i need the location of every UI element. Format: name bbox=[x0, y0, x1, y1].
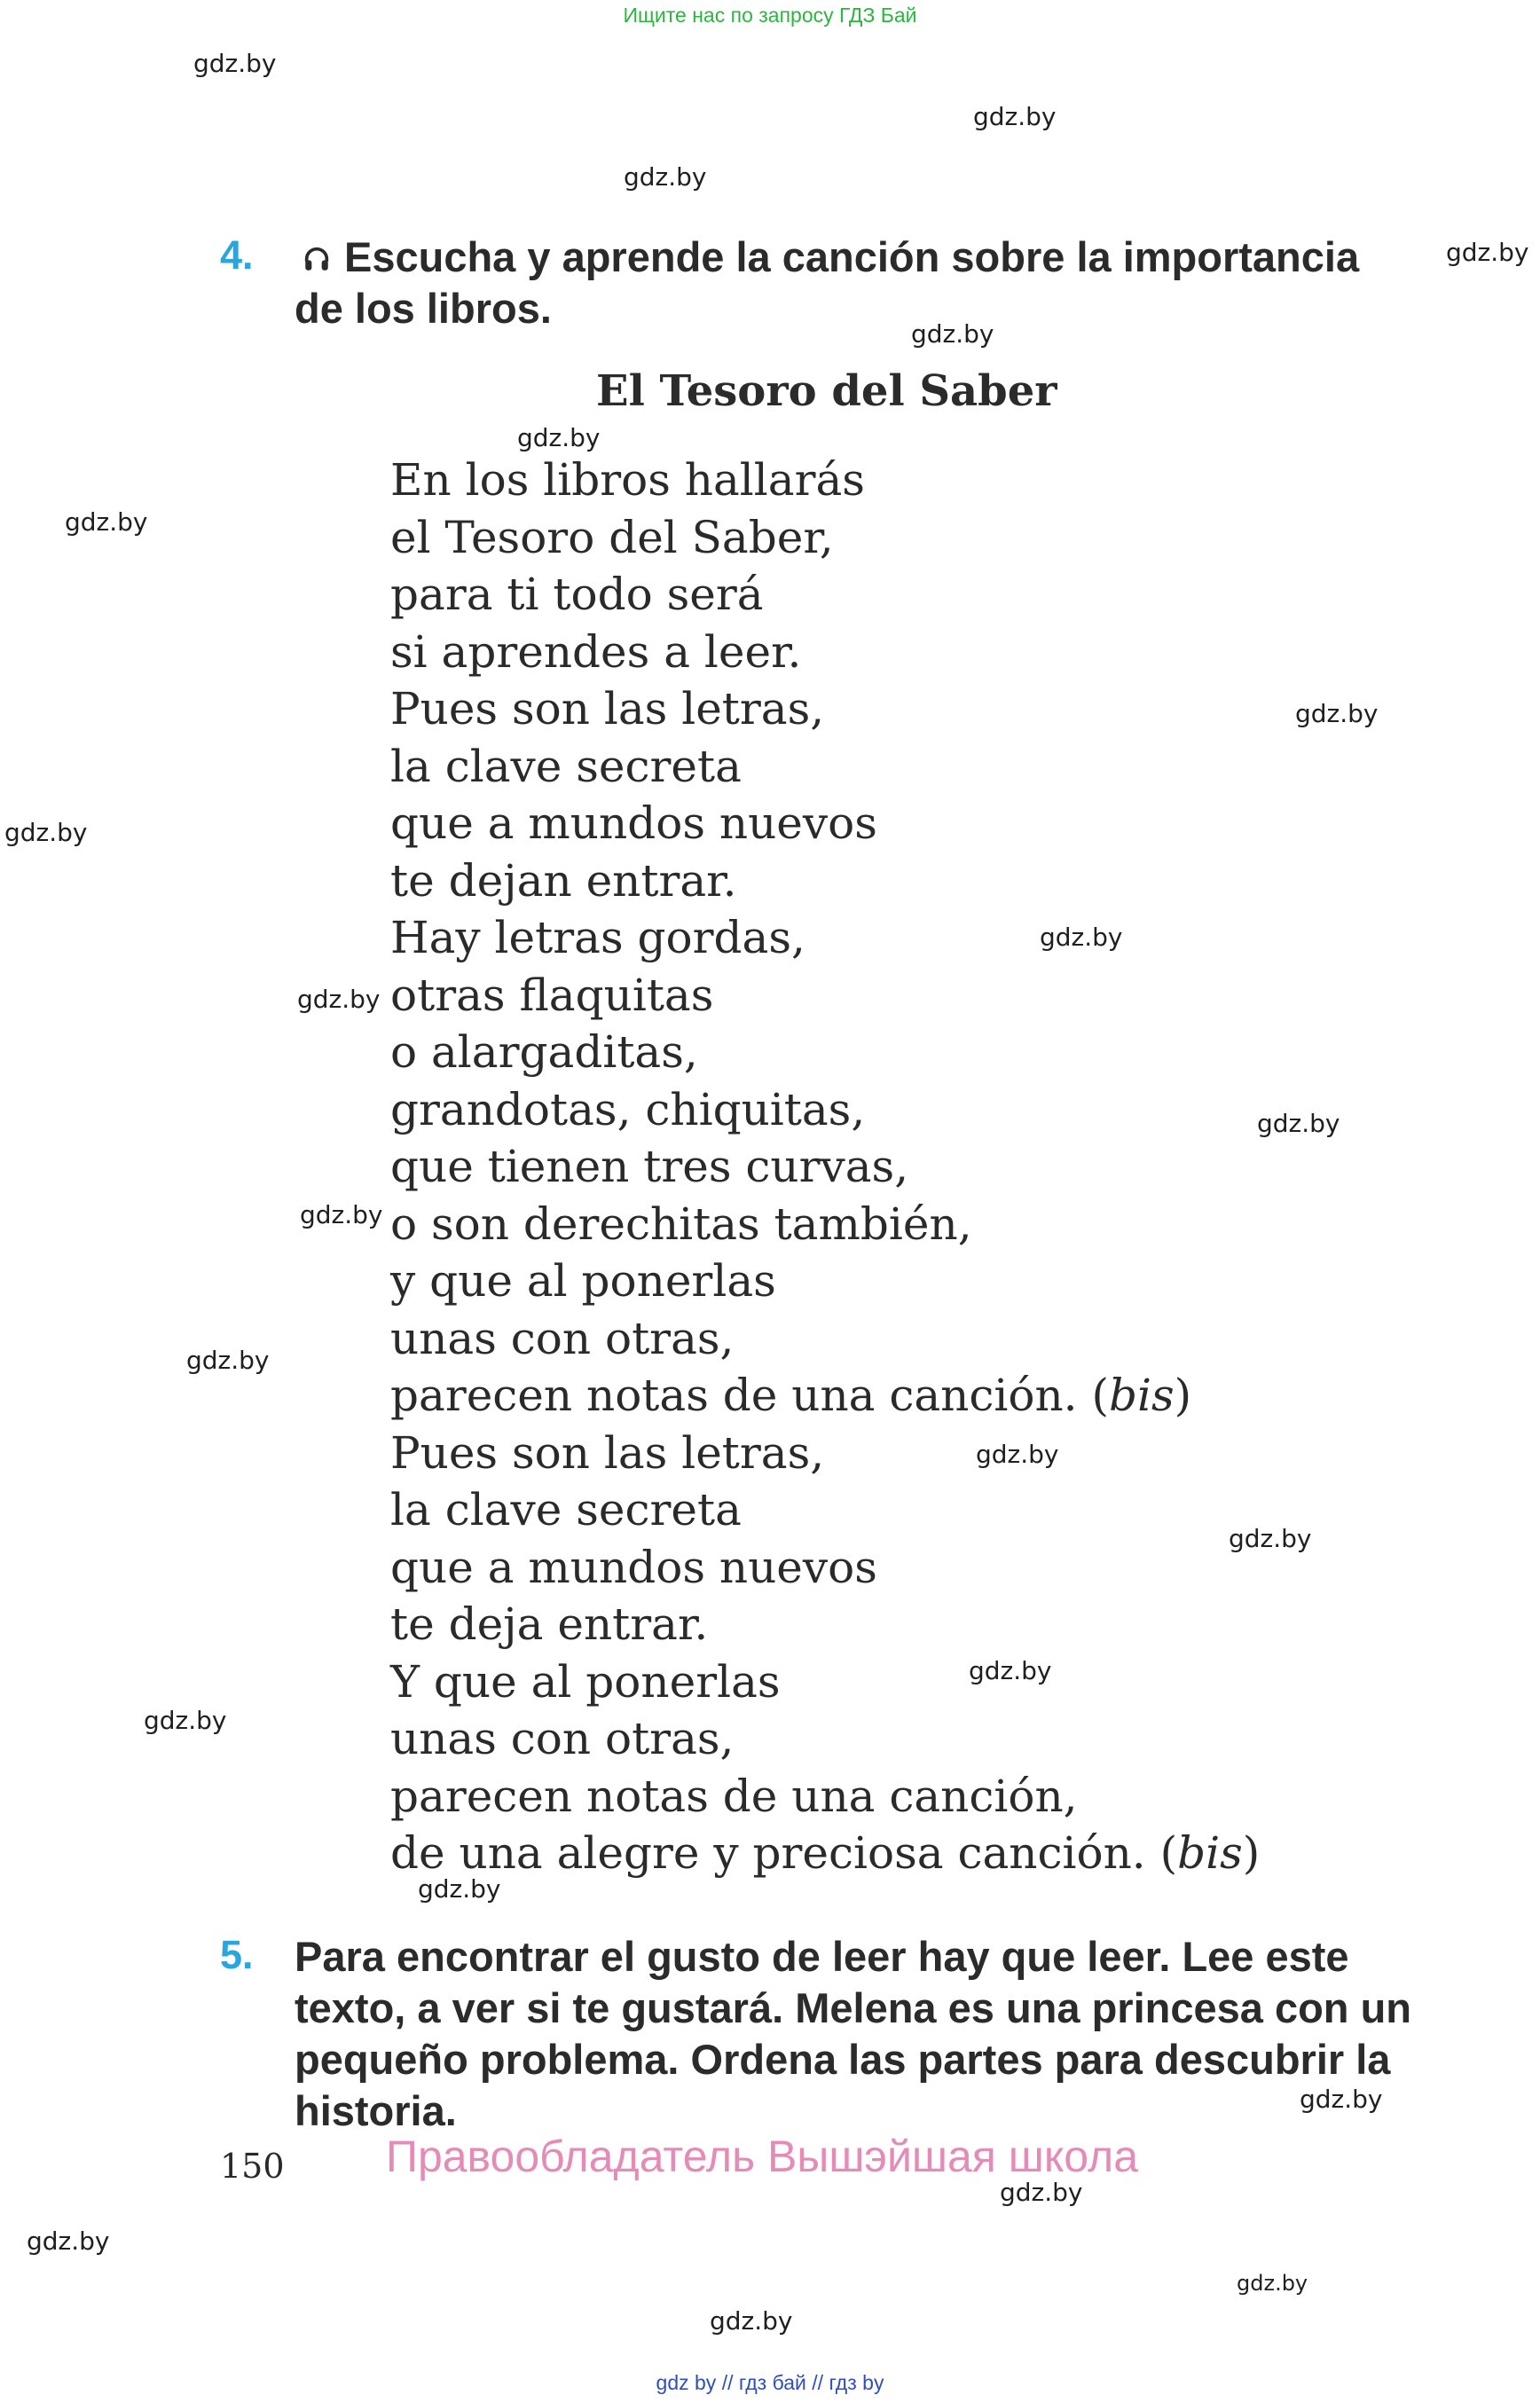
watermark: gdz.by bbox=[418, 1874, 501, 1904]
poem-line: que a mundos nuevos bbox=[390, 1542, 877, 1593]
watermark: gdz.by bbox=[624, 162, 707, 192]
exercise-number: 5. bbox=[220, 1932, 254, 1977]
bis-marker: bis bbox=[1108, 1370, 1175, 1421]
footer-separator: // bbox=[721, 2371, 734, 2394]
poem-line: Pues son las letras, bbox=[390, 683, 825, 734]
footer-link[interactable]: гдз by bbox=[829, 2371, 884, 2394]
poem-line bbox=[390, 1827, 1260, 1879]
watermark: gdz.by bbox=[973, 102, 1057, 131]
exercise-number: 4. bbox=[220, 232, 254, 278]
watermark: gdz.by bbox=[1040, 923, 1123, 952]
poem-line: o alargaditas, bbox=[390, 1026, 698, 1078]
page-number: 150 bbox=[220, 2147, 285, 2186]
poem-line: el Tesoro del Saber, bbox=[390, 512, 834, 563]
poem-line: Pues son las letras, bbox=[390, 1427, 825, 1479]
watermark: gdz.by bbox=[710, 2306, 793, 2336]
close-paren: ) bbox=[1242, 1827, 1261, 1879]
poem-line: te deja entrar. bbox=[390, 1598, 709, 1650]
poem-line: otras flaquitas bbox=[390, 970, 714, 1021]
poem-line bbox=[390, 1370, 1191, 1421]
poem-line: la clave secreta bbox=[390, 1484, 742, 1535]
poem-line: para ti todo será bbox=[390, 569, 764, 620]
poem-line: la clave secreta bbox=[390, 741, 742, 792]
watermark: gdz.by bbox=[300, 1200, 383, 1229]
watermark: gdz.by bbox=[1257, 1109, 1340, 1138]
poem-line: que tienen tres curvas, bbox=[390, 1141, 909, 1192]
poem-line: unas con otras, bbox=[390, 1713, 735, 1764]
poem-line: En los libros hallarás bbox=[390, 454, 865, 506]
bis-marker: bis bbox=[1177, 1827, 1243, 1879]
watermark: gdz.by bbox=[297, 985, 381, 1014]
watermark: gdz.by bbox=[193, 49, 277, 78]
poem-line: si aprendes a leer. bbox=[390, 626, 802, 678]
poem-line-text: de una alegre y preciosa canción. ( bbox=[390, 1827, 1178, 1879]
watermark: gdz.by bbox=[1237, 2271, 1308, 2296]
watermark: gdz.by bbox=[4, 818, 88, 847]
footer-link[interactable]: gdz by bbox=[656, 2371, 717, 2394]
footer-link[interactable]: гдз бай bbox=[738, 2371, 806, 2394]
footer-links bbox=[0, 2371, 1540, 2395]
exercise-instruction: Para encontrar el gusto de leer hay que leer. Lee este texto, a ver si te gustará. Melena es una princesa con un pequeño problema. Ordena las partes para descubrir la historia. bbox=[295, 1933, 1411, 2134]
poem-line: te dejan entrar. bbox=[390, 855, 737, 907]
watermark: gdz.by bbox=[976, 1440, 1059, 1469]
poem-line-text: parecen notas de una canción. ( bbox=[390, 1370, 1109, 1421]
poem-line: o son derechitas también, bbox=[390, 1198, 972, 1250]
watermark: gdz.by bbox=[65, 507, 148, 537]
poem-line: unas con otras, bbox=[390, 1313, 735, 1364]
watermark: gdz.by bbox=[144, 1706, 227, 1735]
footer-separator: // bbox=[812, 2371, 824, 2394]
poem-line: Hay letras gordas, bbox=[390, 912, 805, 963]
watermark: gdz.by bbox=[186, 1346, 270, 1375]
watermark: gdz.by bbox=[1000, 2178, 1083, 2207]
exercise-instruction: Escucha y aprende la canción sobre la importancia de los libros. bbox=[295, 233, 1360, 332]
watermark: gdz.by bbox=[1295, 699, 1379, 728]
poem-line: grandotas, chiquitas, bbox=[390, 1084, 866, 1135]
poem-line: y que al ponerlas bbox=[390, 1255, 776, 1307]
watermark: gdz.by bbox=[27, 2226, 110, 2256]
poem-title: El Tesoro del Saber bbox=[596, 366, 1057, 416]
header-search-link[interactable]: Ищите нас по запросу ГДЗ Бай bbox=[623, 4, 917, 27]
watermark: gdz.by bbox=[1229, 1524, 1312, 1553]
watermark: gdz.by bbox=[911, 319, 994, 349]
poem-line: Y que al ponerlas bbox=[390, 1656, 781, 1708]
copyright-notice: Правообладатель Вышэйшая школа bbox=[386, 2132, 1138, 2181]
watermark: gdz.by bbox=[969, 1656, 1052, 1685]
watermark: gdz.by bbox=[1300, 2085, 1383, 2114]
close-paren: ) bbox=[1174, 1370, 1192, 1421]
poem-line: parecen notas de una canción, bbox=[390, 1771, 1078, 1822]
poem-line: que a mundos nuevos bbox=[390, 797, 877, 849]
watermark: gdz.by bbox=[1446, 238, 1529, 267]
watermark: gdz.by bbox=[517, 423, 601, 452]
